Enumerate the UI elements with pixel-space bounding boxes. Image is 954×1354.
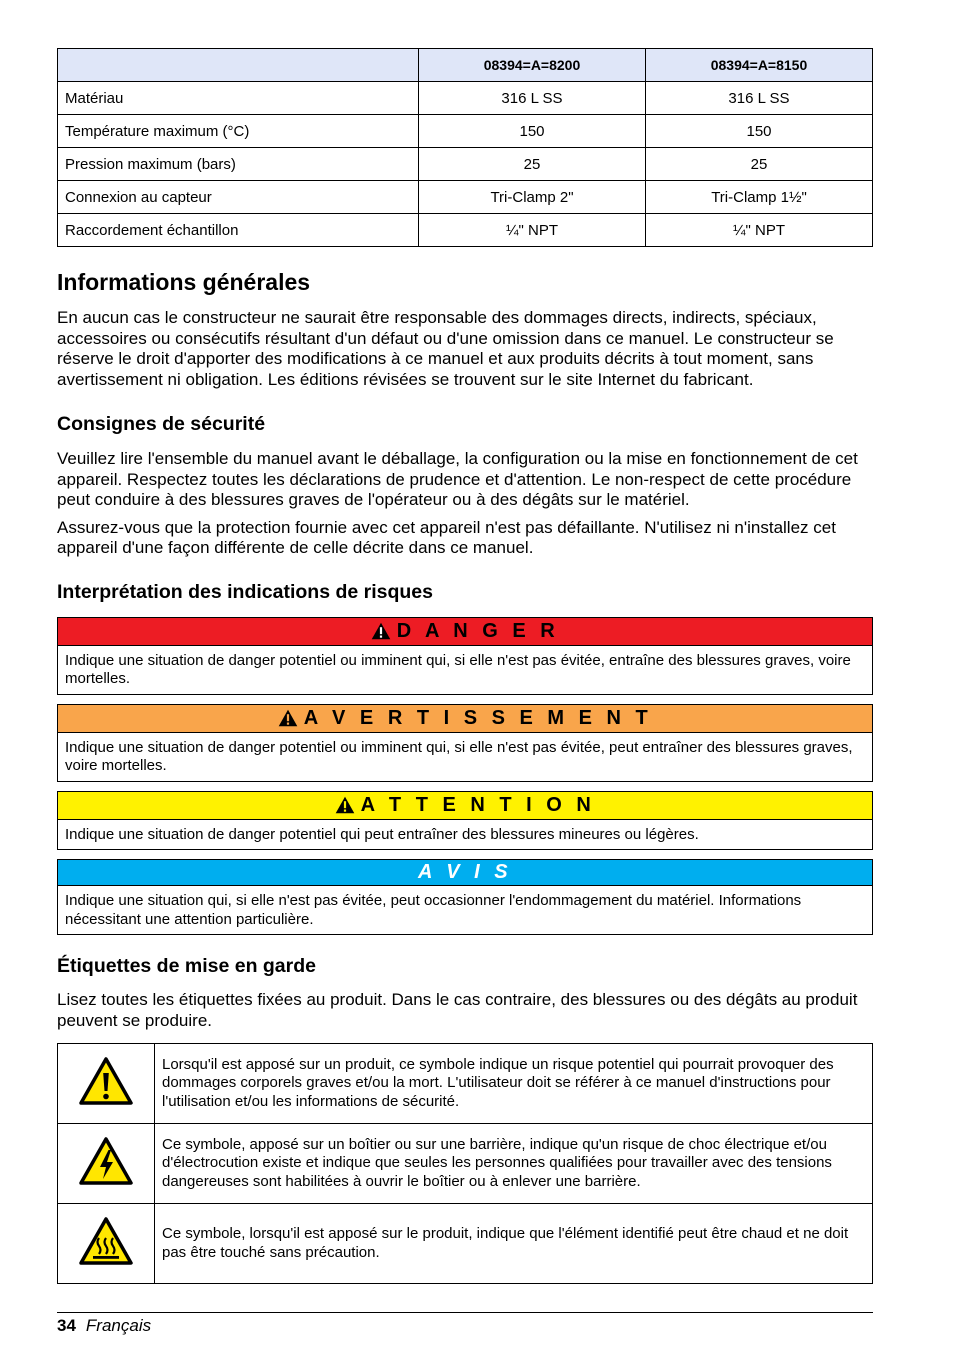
caution-label: A T T E N T I O N [360, 793, 596, 816]
footer-language: Français [85, 1316, 152, 1335]
label-description: Ce symbole, lorsqu'il est apposé sur le produit, indique que l'élément identifié peut être chaud et ne doit pas être touché sans précaution. [155, 1204, 873, 1284]
label-description: Lorsqu'il est apposé sur un produit, ce symbole indique un risque potentiel qui pourrait provoquer des dommages corporels graves et/ou la mort. L'utilisateur doit se référer à ce manuel d'instructions pour l'utilisation et/ou les informations de sécurité. [155, 1044, 873, 1124]
general-info-paragraph: En aucun cas le constructeur ne saurait être responsable des dommages directs, indirects, spéciaux, accessoires ou consécutifs résultant d'un défaut ou d'une omission dans ce manuel. Le constructeur se réserve le droit d'apporter des modifications à ce manuel et aux produits décrits à tout moment, sans avertissement ni obligation. Les éditions révisées se trouvent sur le site Internet du fabricant. [57, 308, 834, 389]
warning-labels-intro: Lisez toutes les étiquettes fixées au produit. Dans le cas contraire, des blessures ou des dégâts au produit peuvent se produire. [57, 990, 858, 1030]
row-value: ¼" NPT [419, 214, 646, 247]
warning-header [58, 705, 872, 733]
row-value: 25 [419, 148, 646, 181]
row-value: 150 [419, 115, 646, 148]
row-label: Raccordement échantillon [58, 214, 419, 247]
row-label: Pression maximum (bars) [58, 148, 419, 181]
row-value: Tri-Clamp 2" [419, 181, 646, 214]
safety-heading: Consignes de sécurité [57, 413, 266, 435]
general-info-heading: Informations générales [57, 269, 311, 295]
hot-surface-icon [78, 1216, 134, 1266]
safety-paragraph-1: Veuillez lire l'ensemble du manuel avant le déballage, la configuration ou la mise en fonctionnement de cet appareil. Respectez toutes les déclarations de prudence et d'attention. Le non-respect de cette procédure peut conduire à des blessures graves de l'opérateur ou à des dégâts sur le matériel. [57, 449, 858, 509]
row-label: Matériau [58, 82, 419, 115]
row-value: 316 L SS [419, 82, 646, 115]
table-header-row [58, 49, 873, 82]
label-description: Ce symbole, apposé sur un boîtier ou sur une barrière, indique qu'un risque de choc électrique et/ou d'électrocution existe et indique que seules les personnes qualifiées pour travailler avec des tensions dangereuses sont habilitées à ouvrir le boîtier ou à enlever une barrière. [155, 1124, 873, 1204]
notice-label: A V I S [417, 861, 513, 883]
notice-box [57, 859, 873, 935]
warning-text: Indique une situation de danger potentiel ou imminent qui, si elle n'est pas évitée, peut entraîner des blessures graves, voire mortelles. [65, 738, 853, 774]
label-icon-cell [58, 1044, 155, 1124]
caution-header [58, 792, 872, 820]
row-label: Température maximum (°C) [58, 115, 419, 148]
warning-labels-table [57, 1043, 873, 1284]
safety-paragraph-2: Assurez-vous que la protection fournie avec cet appareil n'est pas défaillante. N'utilisez ni n'installez cet appareil d'une façon différente de celle décrite dans ce manuel. [57, 517, 836, 557]
page-content [57, 48, 873, 1284]
warning-label: A V E R T I S S E M E N T [303, 706, 653, 729]
page-number: 34 [57, 1316, 76, 1335]
notice-header [58, 860, 872, 886]
warning-box [57, 704, 873, 782]
table-row [58, 1124, 873, 1204]
row-value: 316 L SS [646, 82, 873, 115]
label-icon-cell [58, 1204, 155, 1284]
header-cell-empty [58, 49, 419, 82]
row-value: ¼" NPT [646, 214, 873, 247]
table-row [58, 148, 873, 181]
caution-text: Indique une situation de danger potentiel qui peut entraîner des blessures mineures ou légères. [65, 825, 699, 843]
danger-header [58, 618, 872, 646]
row-label: Connexion au capteur [58, 181, 419, 214]
warning-triangle-icon [278, 709, 298, 727]
caution-box [57, 791, 873, 851]
table-row [58, 214, 873, 247]
row-value: 150 [646, 115, 873, 148]
danger-text: Indique une situation de danger potentiel ou imminent qui, si elle n'est pas évitée, entraîne des blessures graves, voire mortelles. [65, 651, 851, 687]
header-cell-8150: 08394=A=8150 [646, 49, 873, 82]
page-footer [57, 1312, 873, 1336]
electrical-hazard-icon [78, 1136, 134, 1186]
danger-box [57, 617, 873, 695]
warning-triangle-icon [78, 1056, 134, 1106]
warning-labels-heading: Étiquettes de mise en garde [57, 955, 316, 977]
row-value: 25 [646, 148, 873, 181]
table-row [58, 1044, 873, 1124]
header-cell-8200: 08394=A=8200 [419, 49, 646, 82]
risk-indications-heading: Interprétation des indications de risques [57, 580, 433, 603]
table-row [58, 1204, 873, 1284]
danger-label: D A N G E R [396, 619, 560, 642]
warning-triangle-icon [371, 622, 391, 640]
table-row [58, 115, 873, 148]
notice-text: Indique une situation qui, si elle n'est pas évitée, peut occasionner l'endommagement du matériel. Informations nécessitant une attention particulière. [65, 892, 802, 928]
specifications-table [57, 48, 873, 247]
table-row [58, 82, 873, 115]
label-icon-cell [58, 1124, 155, 1204]
row-value: Tri-Clamp 1½" [646, 181, 873, 214]
table-row [58, 181, 873, 214]
warning-triangle-icon [335, 796, 355, 814]
